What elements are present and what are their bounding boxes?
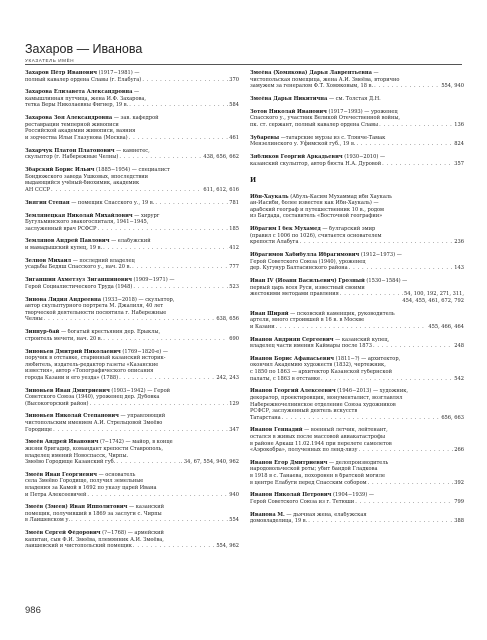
index-entry-text: творческой деятельности посвятила г. Набережные	[25, 309, 167, 316]
index-page-refs: 242, 243	[216, 374, 239, 381]
index-page-refs: 454, 455, 461, 672, 792	[402, 297, 464, 304]
index-entry-name: Зиновьев Николай Степанович	[25, 413, 119, 420]
index-entry-text: (1946−2013) — художник,	[335, 388, 409, 395]
leader-dots	[44, 316, 216, 323]
leader-dots	[373, 343, 453, 350]
index-page-refs: . 34, 67, 554, 940, 962	[180, 459, 239, 466]
index-entry-text: домовладелица, 19 в.	[250, 518, 308, 525]
index-page-refs: 777	[229, 264, 239, 271]
index-entry-name: Зинова Лидия Андреевна	[25, 296, 102, 303]
index-entry	[250, 512, 464, 525]
index-entry-name: Иванов Георгий Алексеевич	[250, 388, 336, 395]
index-entry	[25, 530, 239, 550]
index-entry-text: «Аэрокобра», полученных по ленд-лизу	[250, 447, 358, 454]
index-entry-name: Иванов Николай Петрович	[250, 492, 332, 499]
index-entry-text: камышлинная путчица, жена И.Ф. Захарова,	[25, 95, 147, 102]
index-entry-text: владения за Камой в 1692 по указу царей Ивана	[25, 485, 157, 491]
index-entry-name: Зелнов Михаил	[25, 257, 72, 264]
leader-dots	[98, 226, 229, 233]
index-entry	[250, 96, 464, 103]
leader-dots	[133, 284, 228, 291]
index-entry-text: выдающийся учёный-биохимик, академик	[25, 180, 140, 187]
index-entry-text: (1930−2010) —	[342, 154, 386, 161]
index-entry-text: владелец имений Новоспасск, Чирпы.	[25, 452, 129, 459]
leader-dots	[119, 154, 202, 161]
index-entry-text: — управляющий	[118, 413, 166, 420]
index-entry-text: поручик в отставке, старинный казанский историк-	[25, 355, 166, 362]
index-entry-text: (1885−1954) — специалист	[94, 167, 170, 174]
index-entry	[25, 388, 239, 408]
index-entry-name: Змеёв Иван Георгиевич	[25, 471, 97, 478]
leader-dots	[71, 517, 228, 524]
index-entry-name: Захарова Зоя Александровна	[25, 115, 113, 122]
index-entry-text: Бондюжского завода Ушковых, впоследствии	[25, 173, 149, 180]
index-entry-text: автор скульптурного портрета М. Джалиля, 40 лет	[25, 303, 164, 310]
index-page-refs: 799	[454, 498, 464, 505]
index-entry-text: пк. ст. сержант, полный кавалер ордена Славы	[250, 121, 379, 128]
index-entry-text: (1909−1971) —	[131, 277, 175, 284]
leader-dots	[51, 187, 202, 194]
index-page-refs: 347	[229, 426, 239, 433]
index-entry-name: Зотов Николай Иванович	[250, 108, 327, 115]
leader-dots	[340, 291, 403, 298]
index-entry-text: — хирург	[132, 212, 160, 219]
index-entry-text: —татарские мурзы из с. Тлянче-Тамак	[279, 134, 386, 141]
leader-dots	[87, 492, 228, 499]
index-entry-text: —	[132, 89, 140, 96]
leader-dots	[276, 324, 428, 331]
index-entry-name: Землянецкая Николай Михайлович	[25, 212, 133, 219]
index-entry-name: Ибрагим I бек Мухамед	[250, 226, 321, 233]
index-entry	[250, 427, 464, 453]
index-entry-name: Зиганшин Ахметзуз Зиганшинович	[25, 277, 132, 284]
index-entry-name: Зиннур-бай	[25, 329, 60, 336]
index-entry-text: (1917−1981) —	[96, 70, 140, 76]
index-entry-name: Иван Ширяй	[250, 310, 289, 317]
index-entry-text: усадьбы Бедяш Спасского у., нач. 20 в.	[25, 264, 132, 271]
leader-dots	[90, 401, 229, 408]
page-title: Захаров — Иванова	[25, 42, 143, 56]
index-entry-text: — зав. кафедрой	[112, 115, 159, 122]
index-page-refs: 266	[454, 447, 464, 454]
index-entry-text: — камнетес,	[114, 147, 150, 154]
index-entry-text: чистопольская помещица, жена А.И. Змеёва, вторично	[250, 76, 400, 83]
index-entry-text: (?−1768) — армейский	[100, 530, 164, 537]
index-page-refs: 129	[229, 400, 239, 407]
index-entry-name: Иванова М.	[250, 511, 285, 518]
index-page-refs: 656, 663	[441, 414, 464, 421]
index-entry-name: Змеёва Дарья Никитична	[250, 95, 328, 102]
leader-dots	[53, 427, 228, 434]
leader-dots	[382, 161, 453, 168]
leader-dots	[155, 200, 228, 207]
index-entry-text: Бугульминского эвакогоспиталя, 1941−1945,	[25, 219, 149, 226]
index-entry-text: в 1918 в с. Танаева, похоронен в братской могиле	[250, 473, 385, 480]
index-entry-name: Змеёв Сергей Фёдорович	[25, 530, 101, 537]
index-entry-text: Спасского у., участник Великой Отечественной войны,	[250, 115, 401, 122]
leader-dots	[308, 518, 453, 525]
index-entry	[25, 213, 239, 233]
index-entry	[25, 258, 239, 271]
index-entry-text: — см. Толстая Д.Н.	[327, 95, 381, 102]
index-page-refs: 781	[229, 199, 239, 206]
index-entry	[250, 492, 464, 505]
index-entry-text: известия», автор «Топографического описания	[25, 368, 154, 375]
index-entry-text: (Абуль-Касим Мухаммад ибн Хаукаль	[288, 193, 392, 200]
index-page-refs: 611, 612, 616	[203, 186, 239, 193]
index-entry-name: Иванов Андриян Сергеевич	[250, 336, 334, 343]
index-entry-text: (1904−1939) —	[331, 492, 374, 499]
index-entry	[25, 329, 239, 342]
index-entry-text: города Казани и его уезда» (1788)	[25, 374, 119, 381]
index-page-refs: 143	[454, 265, 464, 272]
index-entry	[25, 349, 239, 382]
index-entry-text: и зодчества Ильи Глазунова (Москва)	[25, 134, 128, 141]
index-entry-text: народовольческой роты; убит бандой Гладкова	[250, 466, 378, 473]
index-page-refs: 940	[229, 491, 239, 498]
index-page-refs: 236	[454, 239, 464, 246]
leader-dots	[349, 265, 454, 272]
index-entry-name: Ибрагимов Хабибулла Ибрагимович	[250, 252, 360, 259]
index-entry-text: владелец части имения Каймары после 1873	[250, 343, 372, 350]
index-entry	[25, 472, 239, 498]
index-entry-text: — помещик Спасского у., 19 в.	[69, 199, 155, 206]
index-entry-text: палаты, с 1863 в отставке	[250, 375, 321, 382]
leader-dots	[355, 499, 453, 506]
index-entry-text: — делопроизводитель	[327, 459, 389, 466]
index-column-right	[250, 70, 464, 531]
index-page-refs: 584	[229, 102, 239, 109]
index-entry-text: (1912−1973) —	[359, 252, 402, 259]
index-entry-text: в центре Елабуги перед Спасским собором	[250, 479, 367, 486]
index-entry	[250, 109, 464, 129]
leader-dots	[356, 141, 453, 148]
index-entry-name: Змеёв (Змеев) Иван Ипполитович	[25, 504, 128, 511]
index-entry-text: в Лаишевском у.	[25, 517, 71, 524]
index-entry-text: казанский скульптор, автор бюста Н.А. Дуровой	[250, 160, 382, 167]
header-rule	[25, 64, 462, 65]
index-page-refs: 542	[454, 375, 464, 382]
index-page-refs: 136	[454, 121, 464, 128]
index-entry-text: и мамадышский купец, 19 в.	[25, 245, 103, 252]
leader-dots	[300, 239, 454, 246]
index-entry-text: строитель мечети, нач. 20 в.	[25, 335, 103, 342]
index-entry-text: Городище	[25, 426, 53, 433]
index-entry	[250, 311, 464, 331]
leader-dots	[103, 245, 228, 252]
index-entry-text: и Казани	[250, 323, 275, 330]
index-entry-text: (1769−1820-е) —	[120, 348, 169, 355]
index-entry-text: — последний владелец	[71, 257, 135, 264]
index-page-refs: 438, 656, 662	[203, 154, 239, 161]
index-entry	[250, 278, 464, 304]
index-entry-text: — елабужский	[109, 238, 151, 245]
index-entry	[25, 89, 239, 109]
leader-dots	[374, 83, 440, 90]
index-entry-text: Герой Советского Союза (1940), уроженец	[250, 258, 366, 265]
index-entry-text: скульптор (г. Набережные Челны)	[25, 154, 119, 161]
index-entry-text: дер. Кугунур Балтасинского района	[250, 265, 348, 272]
index-entry-text: (1903−1942) — Герой	[109, 387, 171, 394]
leader-dots	[133, 543, 215, 550]
index-entry-text: заслуженный врач РСФСР	[25, 225, 97, 232]
index-entry	[25, 70, 239, 83]
leader-dots	[129, 102, 228, 109]
leader-dots	[359, 447, 454, 454]
index-entry-name: Ибн-Хаукаль	[250, 193, 289, 200]
index-page-refs: 554, 940	[441, 83, 464, 90]
index-page-refs: 392	[454, 479, 464, 486]
index-entry-name: Иванов Егор Дмитриевич	[250, 459, 328, 466]
index-entry-text: — основатель	[96, 471, 136, 478]
leader-dots	[379, 122, 453, 129]
index-entry-text: — булгарский эмир	[320, 226, 376, 233]
index-entry-text: — дьячная жена, елабужская	[284, 511, 367, 518]
index-entry-text: жестокими методами правления	[250, 291, 339, 298]
index-entry-text: помещик, получивший в 1869 за заслуги с. Чирпы	[25, 510, 162, 517]
index-entry-text: и Петра Алексеевичей	[25, 491, 87, 498]
index-page-refs: 523	[229, 283, 239, 290]
index-entry-text: крепости Алабуга	[250, 239, 299, 246]
index-entry-text: Герой Советского Союза из г. Тетюши	[250, 498, 355, 505]
index-entry-text: тетка Веры Николаевны Фигнер, 19 в.	[25, 102, 129, 109]
index-entry-text: — казанский	[127, 504, 164, 511]
index-page-refs: 455, 466, 464	[428, 323, 464, 330]
index-entry-text: Герой Социалистического Труда (1948)	[25, 283, 133, 290]
index-entry-text: Советского Союза (1940), уроженец дер. Дубовка	[25, 394, 160, 401]
index-page-refs: 554	[229, 517, 239, 524]
index-entry-text: артели, много строившей в 16 в. в Москве	[250, 317, 365, 324]
index-entry-text: Мензелинского у. Уфимской губ., 19 в.	[250, 141, 356, 148]
index-entry-text: декоратор, проектировщик, монументалист, возглавлял	[250, 394, 403, 401]
index-entry-text: Набережночелнинское отделение Союза художников	[250, 401, 396, 408]
index-entry	[250, 194, 464, 220]
index-entry-name: Иванов Борис Афанасьевич	[250, 355, 334, 362]
index-entry-text: из Багдада, составитель «Восточной географии»	[250, 213, 383, 220]
index-entry-text: жизни бригадир, командант крепости Ставрополь,	[25, 445, 164, 452]
index-entry-name: Збарский Борис Ильич	[25, 167, 95, 174]
index-entry-text: (правил с 1006 по 1026), считается основателем	[250, 232, 382, 239]
leader-dots	[119, 375, 215, 382]
index-entry-text: с 1850 по 1863 — архитектор Казанской губернской	[250, 369, 392, 376]
index-entry-text: АН СССР	[25, 186, 51, 193]
index-entry-text: — псковский каменщик, руководитель	[288, 310, 395, 317]
index-entry-name: Иван IV (Иоанн Васильевич) Грозный	[250, 278, 365, 285]
index-entry-name: Зиновьев Дмитрий Николаевич	[25, 348, 121, 355]
index-entry	[250, 356, 464, 382]
index-entry-text: в районе Аркаш 11.02.1944 при перелете самолетов	[250, 440, 392, 447]
leader-dots	[142, 77, 228, 84]
leader-dots	[321, 376, 453, 383]
leader-dots	[116, 459, 179, 466]
index-entry	[25, 277, 239, 290]
index-entry-text: (?−1742) — майор, в конце	[98, 439, 173, 446]
index-entry	[25, 148, 239, 161]
index-entry	[250, 154, 464, 167]
index-page-refs: 357	[454, 160, 464, 167]
leader-dots	[103, 336, 228, 343]
index-entry-text: (1530−1584) —	[364, 278, 408, 285]
index-entry-text: (Высокогорский район)	[25, 400, 89, 407]
index-entry-name: Зубаревы	[250, 134, 280, 141]
index-entry	[25, 167, 239, 193]
index-entry	[250, 460, 464, 486]
index-entry-name: Захарчук Платон Платонович	[25, 147, 115, 154]
index-entry-text: остался в живых после массовой авиакатастрофы	[250, 433, 386, 440]
index-entry	[250, 252, 464, 272]
leader-dots	[282, 415, 441, 422]
index-entry-text: Татарстана	[250, 414, 281, 421]
page-number: 986	[25, 605, 41, 616]
index-entry-text: —	[371, 70, 379, 76]
leader-dots	[132, 264, 228, 271]
index-entry-text: Российской академии живописи, ваяния	[25, 128, 136, 135]
index-entry	[25, 238, 239, 251]
index-entry-text: — казанский купец,	[333, 336, 390, 343]
index-entry-text: ан-Иасиби, более известен как Ибн-Хаукаль) —	[250, 200, 379, 207]
index-entry	[250, 70, 464, 90]
index-page-refs: 690	[229, 335, 239, 342]
index-letter-heading: И	[250, 176, 257, 185]
index-entry-name: Землянов Андрей Павлович	[25, 238, 110, 245]
index-entry	[25, 413, 239, 433]
index-entry-text: чистопольским имением А.И. Стрельцовой Змеёво	[25, 420, 163, 427]
running-header-subtitle: УКАЗАТЕЛЬ ИМЁН	[25, 58, 75, 63]
index-page-refs: 412	[229, 245, 239, 252]
index-entry	[25, 115, 239, 141]
index-page-refs: 54, 100, 192, 271, 311,	[404, 291, 464, 298]
index-column-left	[25, 70, 239, 556]
index-entry	[250, 388, 464, 421]
index-entry	[25, 200, 239, 207]
index-entry-name: Змеёва (Хомякова) Дарья Лаврентьевна	[250, 70, 372, 76]
leader-dots	[129, 135, 229, 142]
index-entry-name: Иванов Геннадий	[250, 427, 303, 434]
index-entry-name: Змеёв Андрей Иванович	[25, 439, 99, 446]
index-page-refs: 461	[229, 134, 239, 141]
index-entry-name: Звягин Степан	[25, 199, 70, 206]
index-page-refs: 388	[454, 518, 464, 525]
index-entry-text: арабский географ и путешественник 10 в., родом	[250, 206, 385, 213]
index-entry-text: реставрации темперной живописи	[25, 121, 119, 128]
index-entry-text: (1811−?) — архитектор,	[333, 355, 401, 362]
index-entry-text: замужем за генералом Ф.Т. Хомяковым, 18 в.	[250, 83, 374, 90]
index-page-refs: 554, 962	[216, 543, 239, 550]
index-entry-text: — военный летчик, лейтенант,	[302, 427, 388, 434]
index-entry	[250, 135, 464, 148]
index-page-refs: 370	[229, 76, 239, 83]
index-entry-text: капитан, сын Ф.И. Змеёва, племянник А.И. Змеёва,	[25, 536, 164, 543]
index-entry-text: — богатый крестьянин дер. Ерыклы,	[59, 329, 161, 336]
index-entry-text: (1917−1993) — уроженец	[326, 108, 398, 115]
index-entry-text: Змеёво Городище Казанский губ.	[25, 459, 116, 466]
index-entry-text: полный кавалер ордена Славы (г. Елабуга)	[25, 76, 142, 83]
index-page-refs: 248	[454, 343, 464, 350]
index-entry-name: Захаров Пётр Иванович	[25, 70, 97, 76]
index-entry-text: окончил Академию художеств (1832), чертежник,	[250, 362, 386, 369]
index-entry-text: РСФСР, заслуженный деятель искусств	[250, 408, 358, 415]
index-entry	[250, 226, 464, 246]
index-entry-text: первый царь всея Руси, известный своими	[250, 284, 365, 291]
index-entry-text: села Змеёво Городище, получил земельные	[25, 478, 144, 485]
index-entry-text: Челны	[25, 316, 43, 323]
index-page-refs: 185	[229, 225, 239, 232]
index-entry	[25, 439, 239, 465]
index-entry-text: лаишевский и чистопольский помещик	[25, 543, 132, 550]
index-entry-text: (1933−2018) — скульптор,	[101, 296, 175, 303]
index-entry-name: Захарова Елизавета Александровна	[25, 89, 133, 96]
index-page-refs: 638, 656	[216, 316, 239, 323]
index-entry-name: Зиновьев Иван Дмитриевич	[25, 387, 110, 394]
index-entry	[250, 337, 464, 350]
index-page-refs: 824	[454, 141, 464, 148]
index-entry-text: любитель, издатель-редактор газеты «Казанские	[25, 361, 159, 368]
leader-dots	[368, 480, 454, 487]
index-entry	[25, 297, 239, 323]
index-entry	[25, 504, 239, 524]
index-entry-name: Зябликов Георгий Аркадьевич	[250, 154, 343, 161]
